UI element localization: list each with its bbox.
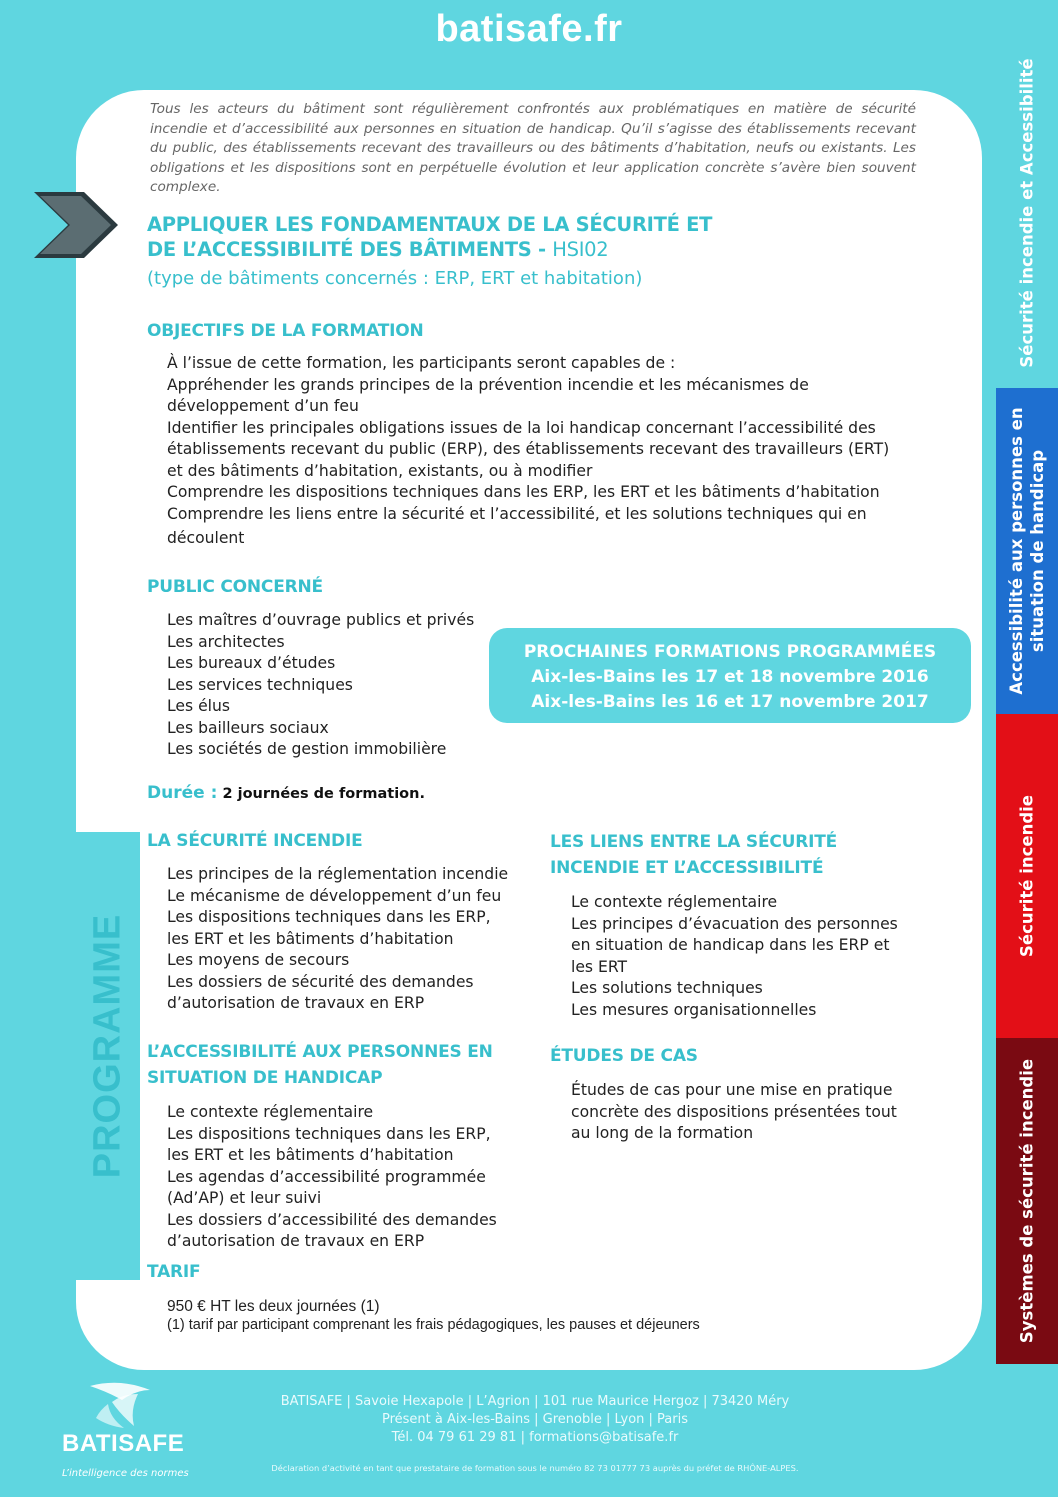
footer-declaration: Déclaration d’activité en tant que prestataire de formation sous le numéro 82 73 01777 73 auprès du préfet de RHÔNE-ALPES. — [271, 1463, 799, 1473]
course-title-line2 — [147, 237, 787, 262]
accessibilite-heading — [147, 1039, 493, 1091]
course-subtitle: (type de bâtiments concernés : ERP, ERT et habitation) — [147, 268, 643, 289]
side-tab-label — [1017, 1059, 1038, 1343]
securite-line: d’autorisation de travaux en ERP — [167, 994, 425, 1012]
objectif-line: Identifier les principales obligations issues de la loi handicap concernant l’accessibilité des — [167, 418, 876, 437]
course-code: HSI02 — [552, 238, 609, 261]
footer-locations: Présent à Aix-les-Bains | Grenoble | Lyon | Paris — [381, 1412, 689, 1427]
course-title-text: DE L’ACCESSIBILITÉ DES BÂTIMENTS — [147, 238, 532, 261]
public-item: Les élus — [167, 697, 231, 715]
securite-line: Le mécanisme de développement d’un feu — [167, 886, 502, 905]
accessibilite-heading-line1: L’ACCESSIBILITÉ AUX PERSONNES EN — [147, 1042, 493, 1062]
public-item: Les services techniques — [167, 675, 353, 694]
tarif-price: 950 € HT les deux journées (1) — [167, 1298, 380, 1315]
liens-heading — [550, 829, 837, 881]
duration-label: Durée : — [147, 783, 218, 803]
upcoming-sessions-banner — [489, 628, 971, 723]
etudes-line: concrète des dispositions présentées tout — [571, 1102, 897, 1121]
objectif-line: développement d’un feu — [167, 397, 359, 415]
side-tab-label-line: Accessibilité aux personnes en — [1007, 407, 1026, 695]
accessibilite-heading-line2: SITUATION DE HANDICAP — [147, 1068, 383, 1088]
etudes-line: au long de la formation — [571, 1124, 754, 1142]
banner-session: Aix-les-Bains les 16 et 17 novembre 2017 — [531, 692, 929, 712]
objectif-line: Comprendre les dispositions techniques dans les ERP, les ERT et les bâtiments d’habitation — [167, 483, 880, 501]
public-list — [167, 610, 474, 761]
banner-session: Aix-les-Bains les 17 et 18 novembre 2016 — [531, 667, 929, 687]
objectif-line: Comprendre les liens entre la sécurité et l’accessibilité, et les solutions techniques qui en — [167, 504, 867, 523]
side-tab-label-line: situation de handicap — [1028, 449, 1047, 653]
duration — [147, 783, 425, 803]
liens-line: Le contexte réglementaire — [571, 893, 778, 911]
side-tab-securite-incendie[interactable] — [996, 714, 1058, 1038]
intro-paragraph: Tous les acteurs du bâtiment sont régulièrement confrontés aux problématiques en matière de sécurité incendie et d’accessibilité aux personnes en situation de handicap. Qu’il s’agisse des établissements recevant du public, des établissements recevant des travailleurs ou des bâtiments d’habitation, neufs ou existants. Les obligations et les dispositions sont en perpétuelle évolution et leur application concrète s’avère bien souvent complexe. — [150, 101, 916, 195]
tarif-heading: TARIF — [147, 1262, 201, 1282]
objectif-line: établissements recevant du public (ERP), des établissements recevant des travailleurs (ERT) — [167, 440, 890, 458]
accessibilite-line: (Ad’AP) et leur suivi — [167, 1189, 322, 1207]
logo-wordmark: BATISAFE — [62, 1430, 185, 1457]
footer-contact — [230, 1393, 840, 1447]
side-tab-accessibilite[interactable] — [996, 388, 1058, 714]
securite-line: Les principes de la réglementation incendie — [167, 865, 509, 883]
tarif-list — [167, 1297, 700, 1335]
footer-address: BATISAFE | Savoie Hexapole | L’Agrion | 101 rue Maurice Hergoz | 73420 Méry — [280, 1394, 790, 1409]
public-item: Les maîtres d’ouvrage publics et privés — [167, 611, 475, 629]
securite-heading: LA SÉCURITÉ INCENDIE — [147, 831, 363, 851]
accessibilite-line: Les dossiers d’accessibilité des demandes — [167, 1210, 497, 1229]
liens-line: Les principes d’évacuation des personnes — [571, 914, 898, 933]
chevron-arrow-icon — [34, 192, 118, 258]
objectif-line: découlent — [167, 529, 245, 547]
batisafe-logo-icon — [50, 1380, 190, 1432]
course-title — [147, 212, 787, 262]
securite-list — [167, 864, 508, 1015]
side-tab-label-line: Sécurité incendie — [1017, 795, 1037, 957]
side-tab-systemes-securite[interactable] — [996, 1038, 1058, 1364]
accessibilite-line: d’autorisation de travaux en ERP — [167, 1232, 425, 1250]
side-tab-label — [1006, 407, 1048, 694]
side-tab-label-line: Sécurité incendie et Accessibilité — [1017, 58, 1037, 368]
footer-phone-email[interactable]: Tél. 04 79 61 29 81 | formations@batisafe.fr — [391, 1430, 679, 1445]
side-tab-label — [1017, 58, 1038, 367]
duration-value: 2 journées de formation. — [222, 786, 425, 802]
side-tab-securite-accessibilite[interactable] — [996, 40, 1058, 386]
public-item: Les sociétés de gestion immobilière — [167, 740, 447, 758]
objectifs-list — [167, 353, 889, 550]
accessibilite-list — [167, 1102, 497, 1253]
tarif-note: (1) tarif par participant comprenant les frais pédagogiques, les pauses et déjeuners — [167, 1317, 700, 1333]
public-item: Les bailleurs sociaux — [167, 718, 329, 737]
accessibilite-line: Le contexte réglementaire — [167, 1103, 374, 1121]
objectif-line: À l’issue de cette formation, les participants seront capables de : — [167, 354, 676, 372]
accessibilite-line: Les agendas d’accessibilité programmée — [167, 1167, 486, 1186]
etudes-list — [571, 1080, 897, 1145]
liens-line: Les mesures organisationnelles — [571, 1000, 817, 1019]
liens-line: Les solutions techniques — [571, 979, 763, 997]
securite-line: Les dossiers de sécurité des demandes — [167, 972, 474, 991]
public-item: Les bureaux d’études — [167, 654, 336, 672]
objectif-line: et des bâtiments d’habitation, existants, ou à modifier — [167, 461, 593, 480]
securite-line: les ERT et les bâtiments d’habitation — [167, 929, 454, 948]
side-tab-label — [1017, 795, 1038, 957]
liens-list — [571, 892, 898, 1021]
liens-line: les ERT — [571, 957, 628, 976]
logo-tagline: L’intelligence des normes — [62, 1468, 189, 1479]
securite-line: Les dispositions techniques dans les ERP, — [167, 908, 491, 926]
title-separator: - — [531, 238, 553, 261]
liens-line: en situation de handicap dans les ERP et — [571, 936, 890, 954]
public-heading: PUBLIC CONCERNÉ — [147, 577, 323, 597]
programme-label: PROGRAMME — [86, 913, 129, 1179]
accessibilite-line: les ERT et les bâtiments d’habitation — [167, 1146, 454, 1164]
public-item: Les architectes — [167, 632, 285, 651]
side-tab-label-line: Systèmes de sécurité incendie — [1017, 1058, 1037, 1344]
etudes-heading: ÉTUDES DE CAS — [550, 1046, 698, 1066]
objectif-line: Appréhender les grands principes de la prévention incendie et les mécanismes de — [167, 375, 809, 394]
accessibilite-line: Les dispositions techniques dans les ERP, — [167, 1124, 491, 1143]
etudes-line: Études de cas pour une mise en pratique — [571, 1081, 893, 1099]
objectifs-heading: OBJECTIFS DE LA FORMATION — [147, 321, 424, 341]
liens-heading-line2: INCENDIE ET L’ACCESSIBILITÉ — [550, 858, 824, 878]
site-title[interactable]: batisafe.fr — [435, 8, 623, 50]
securite-line: Les moyens de secours — [167, 951, 350, 969]
course-title-line1: APPLIQUER LES FONDAMENTAUX DE LA SÉCURITÉ ET — [147, 213, 713, 236]
banner-title: PROCHAINES FORMATIONS PROGRAMMÉES — [523, 642, 937, 662]
liens-heading-line1: LES LIENS ENTRE LA SÉCURITÉ — [550, 832, 838, 852]
